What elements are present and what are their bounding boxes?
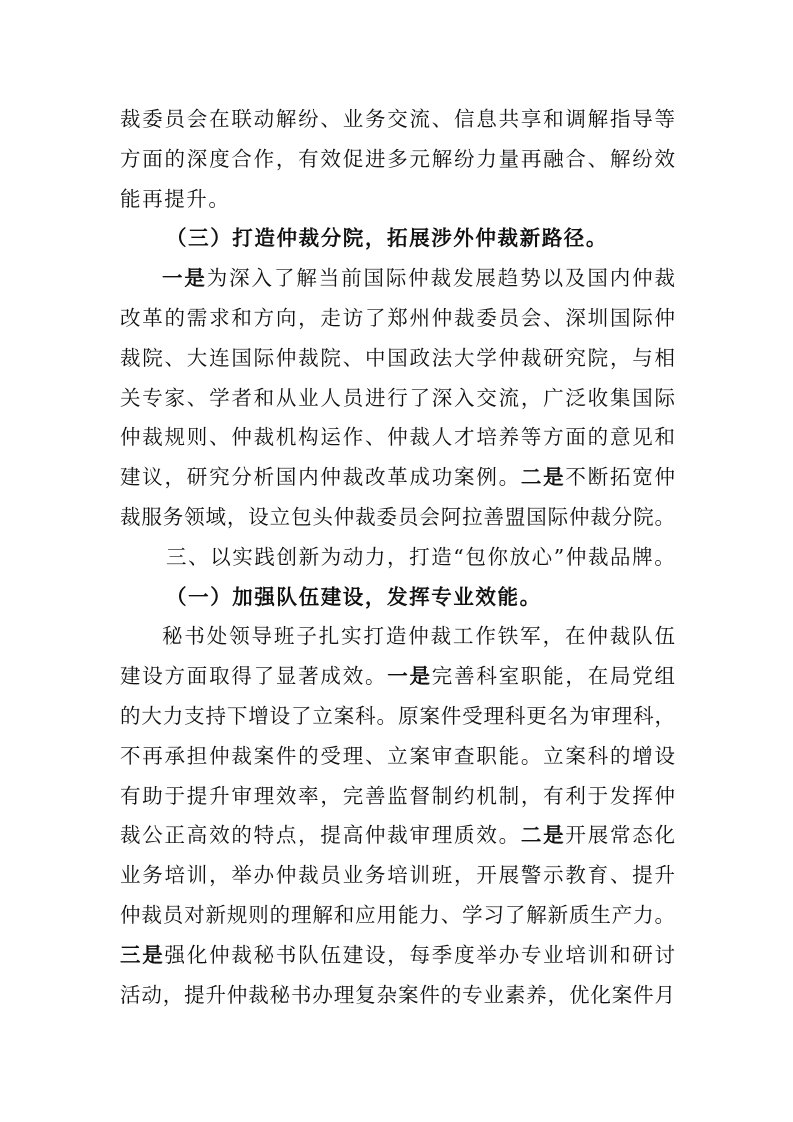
text-run: 的大力支持下增设了立案科。原案件受理科更名为审理科，	[120, 703, 675, 728]
section-heading	[120, 538, 675, 578]
text-run: 有助于提升审理效率，完善监督制约机制，有利于发挥仲	[120, 783, 675, 808]
text-line	[120, 777, 675, 817]
text-run: 业务培训，举办仲裁员业务培训班，开展警示教育、提升	[120, 863, 675, 888]
text-run: 改革的需求和方向，走访了郑州仲裁委员会、深圳国际仲	[120, 305, 675, 330]
text-line	[120, 379, 675, 419]
text-line	[120, 856, 675, 896]
text-run: 完善科室职能，在局党组	[431, 664, 676, 689]
text-line	[120, 816, 675, 856]
text-line	[120, 299, 675, 339]
text-line	[120, 100, 675, 140]
text-run: 裁服务领域，设立包头仲裁委员会阿拉善盟国际仲裁分院。	[120, 504, 675, 529]
section-heading	[120, 219, 675, 259]
text-run: 不断拓宽仲	[565, 465, 676, 490]
text-run: 建设方面取得了显著成效。	[120, 664, 388, 689]
text-line	[120, 657, 675, 697]
text-run: 仲裁规则、仲裁机构运作、仲裁人才培养等方面的意见和	[120, 425, 675, 450]
text-run: 裁公正高效的特点，提高仲裁审理质效。	[120, 823, 521, 848]
text-line	[120, 458, 675, 498]
text-line	[120, 259, 675, 299]
text-run: 方面的深度合作，有效促进多元解纷力量再融合、解纷效	[120, 146, 675, 171]
text-run: 能再提升。	[120, 186, 231, 211]
bold-marker: 二是	[520, 823, 566, 848]
bold-marker: 二是	[520, 465, 566, 490]
bold-marker: 三是	[120, 942, 165, 967]
text-line	[120, 140, 675, 180]
text-run: 裁委员会在联动解纷、业务交流、信息共享和调解指导等	[120, 107, 675, 131]
text-run: 开展常态化	[565, 823, 676, 848]
bold-marker: 一是	[162, 266, 207, 291]
text-line	[120, 180, 675, 220]
text-line	[120, 498, 675, 538]
bold-marker: 一是	[387, 664, 432, 689]
text-line	[120, 697, 675, 737]
text-run: 强化仲裁秘书队伍建设，每季度举办专业培训和研讨	[164, 942, 676, 967]
text-line	[120, 737, 675, 777]
heading-text: （三）打造仲裁分院，拓展涉外仲裁新路径。	[166, 226, 608, 251]
text-line	[120, 418, 675, 458]
text-line	[120, 617, 675, 657]
text-run: 不再承担仲裁案件的受理、立案审查职能。立案科的增设	[120, 743, 675, 768]
text-line	[120, 339, 675, 379]
text-run: 秘书处领导班子扎实打造仲裁工作铁军，在仲裁队伍	[162, 624, 675, 649]
heading-text: 三、以实践创新为动力，打造“包你放心”仲裁品牌。	[166, 544, 677, 569]
section-heading	[120, 578, 675, 618]
text-run: 仲裁员对新规则的理解和应用能力、学习了解新质生产力。	[120, 902, 675, 927]
text-run: 关专家、学者和从业人员进行了深入交流，广泛收集国际	[120, 385, 675, 410]
heading-text: （一）加强队伍建设，发挥专业效能。	[166, 584, 542, 609]
text-run: 活动，提升仲裁秘书办理复杂案件的专业素养，优化案件月	[120, 982, 675, 1007]
text-run: 裁院、大连国际仲裁院、中国政法大学仲裁研究院，与相	[120, 345, 675, 370]
text-line	[120, 936, 675, 976]
text-line	[120, 976, 675, 1016]
text-line	[120, 896, 675, 936]
text-run: 为深入了解当前国际仲裁发展趋势以及国内仲裁	[206, 266, 676, 291]
text-run: 建议，研究分析国内仲裁改革成功案例。	[120, 465, 521, 490]
